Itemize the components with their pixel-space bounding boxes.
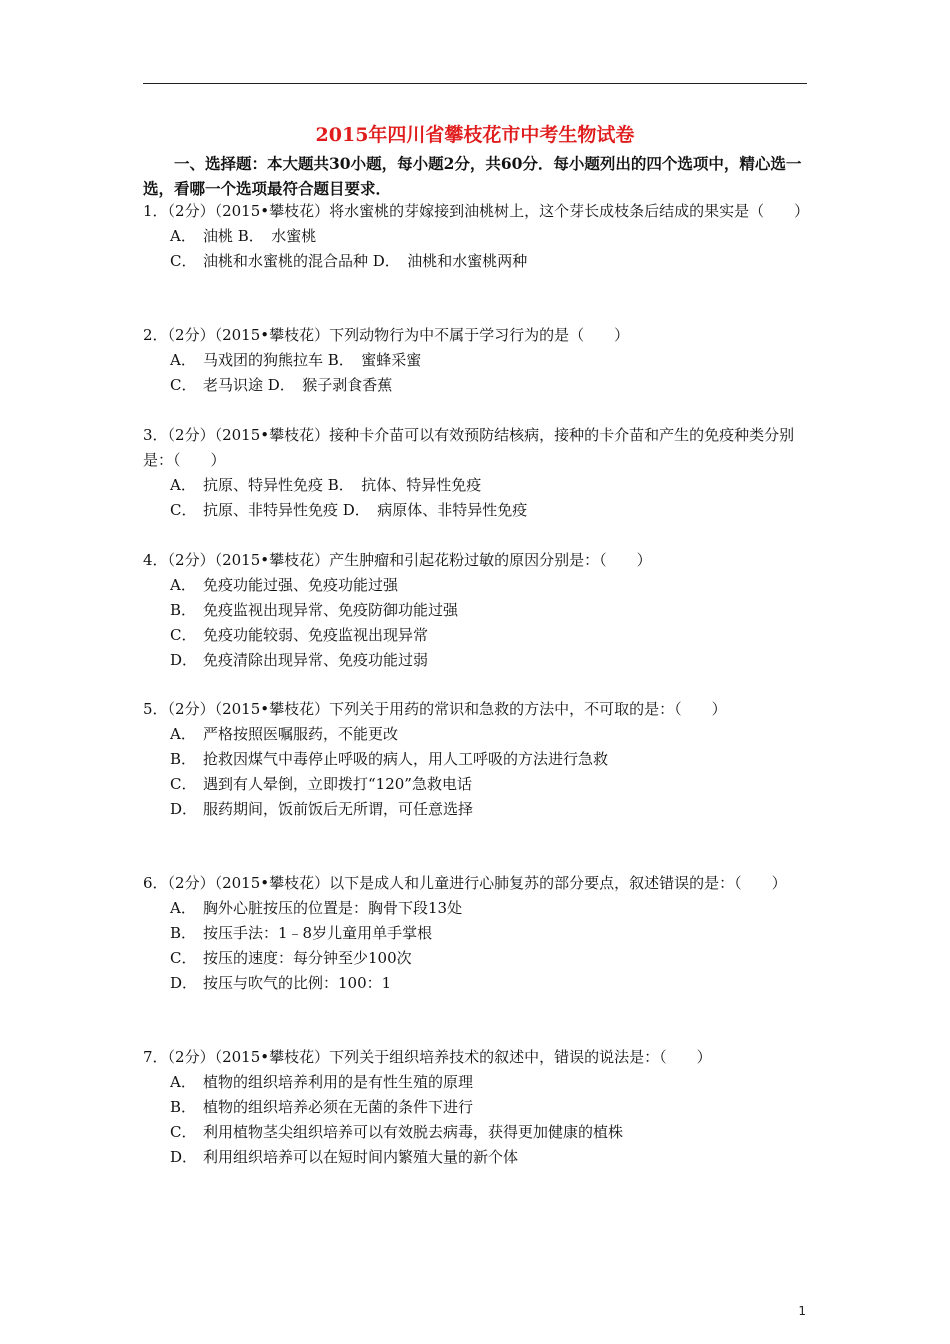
question-1 [143,199,815,274]
answer-option: D． 按压与吹气的比例：100：1 [170,974,392,992]
answer-option: C． 油桃和水蜜桃的混合品种 D． 油桃和水蜜桃两种 [170,252,528,270]
question-3 [143,423,815,523]
question-2 [143,323,815,398]
header-rule [143,83,807,84]
question-stem: 2．（2分）（2015•攀枝花）下列动物行为中不属于学习行为的是（ ） [143,326,630,344]
answer-option: C． 按压的速度：每分钟至少100次 [170,949,412,967]
answer-option: A． 免疫功能过强、免疫功能过强 [170,576,399,594]
answer-option: B． 植物的组织培养必须在无菌的条件下进行 [170,1098,474,1116]
question-stem: 4．（2分）（2015•攀枝花）产生肿瘤和引起花粉过敏的原因分别是：（ ） [143,551,652,569]
answer-option: A． 严格按照医嘱服药，不能更改 [170,725,399,743]
answer-option: D． 服药期间，饭前饭后无所谓，可任意选择 [170,800,474,818]
answer-option: A． 胸外心脏按压的位置是：胸骨下段13处 [170,899,463,917]
question-stem: 1．（2分）（2015•攀枝花）将水蜜桃的芽嫁接到油桃树上，这个芽长成枝条后结成的果实是（ ） [143,202,810,220]
question-5 [143,697,815,822]
section-heading: 一、选择题：本大题共30小题，每小题2分，共60分．每小题列出的四个选项中，精心选一选，看哪一个选项最符合题目要求． [143,154,802,198]
answer-option: B． 免疫监视出现异常、免疫防御功能过强 [170,601,459,619]
answer-option: C． 利用植物茎尖组织培养可以有效脱去病毒，获得更加健康的植株 [170,1123,624,1141]
question-7 [143,1045,815,1170]
question-stem: 7．（2分）（2015•攀枝花）下列关于组织培养技术的叙述中，错误的说法是：（ ） [143,1048,712,1066]
question-stem: 3．（2分）（2015•攀枝花）接种卡介苗可以有效预防结核病，接种的卡介苗和产生的免疫种类分别是：（ ） [143,426,795,469]
answer-option: C． 遇到有人晕倒，立即拨打“120”急救电话 [170,775,472,793]
page-number: 1 [798,1304,806,1318]
answer-option: C． 免疫功能较弱、免疫监视出现异常 [170,626,429,644]
answer-option: A． 马戏团的狗熊拉车 B． 蜜蜂采蜜 [170,351,422,369]
answer-option: A． 抗原、特异性免疫 B． 抗体、特异性免疫 [170,476,482,494]
answer-option: A． 植物的组织培养利用的是有性生殖的原理 [170,1073,474,1091]
answer-option: D． 免疫清除出现异常、免疫功能过弱 [170,651,429,669]
answer-option: B． 按压手法：1﹣8岁儿童用单手掌根 [170,924,433,942]
answer-option: C． 抗原、非特异性免疫 D． 病原体、非特异性免疫 [170,501,528,519]
answer-option: B． 抢救因煤气中毒停止呼吸的病人，用人工呼吸的方法进行急救 [170,750,609,768]
question-6 [143,871,815,996]
question-stem: 5．（2分）（2015•攀枝花）下列关于用药的常识和急救的方法中，不可取的是：（ ） [143,700,727,718]
page-title: 2015年四川省攀枝花市中考生物试卷 [315,124,635,146]
answer-option: C． 老马识途 D． 猴子剥食香蕉 [170,376,393,394]
question-4 [143,548,815,673]
answer-option: A． 油桃 B． 水蜜桃 [170,227,317,245]
answer-option: D． 利用组织培养可以在短时间内繁殖大量的新个体 [170,1148,519,1166]
question-stem: 6．（2分）（2015•攀枝花）以下是成人和儿童进行心肺复苏的部分要点，叙述错误的是：（ ） [143,874,787,892]
